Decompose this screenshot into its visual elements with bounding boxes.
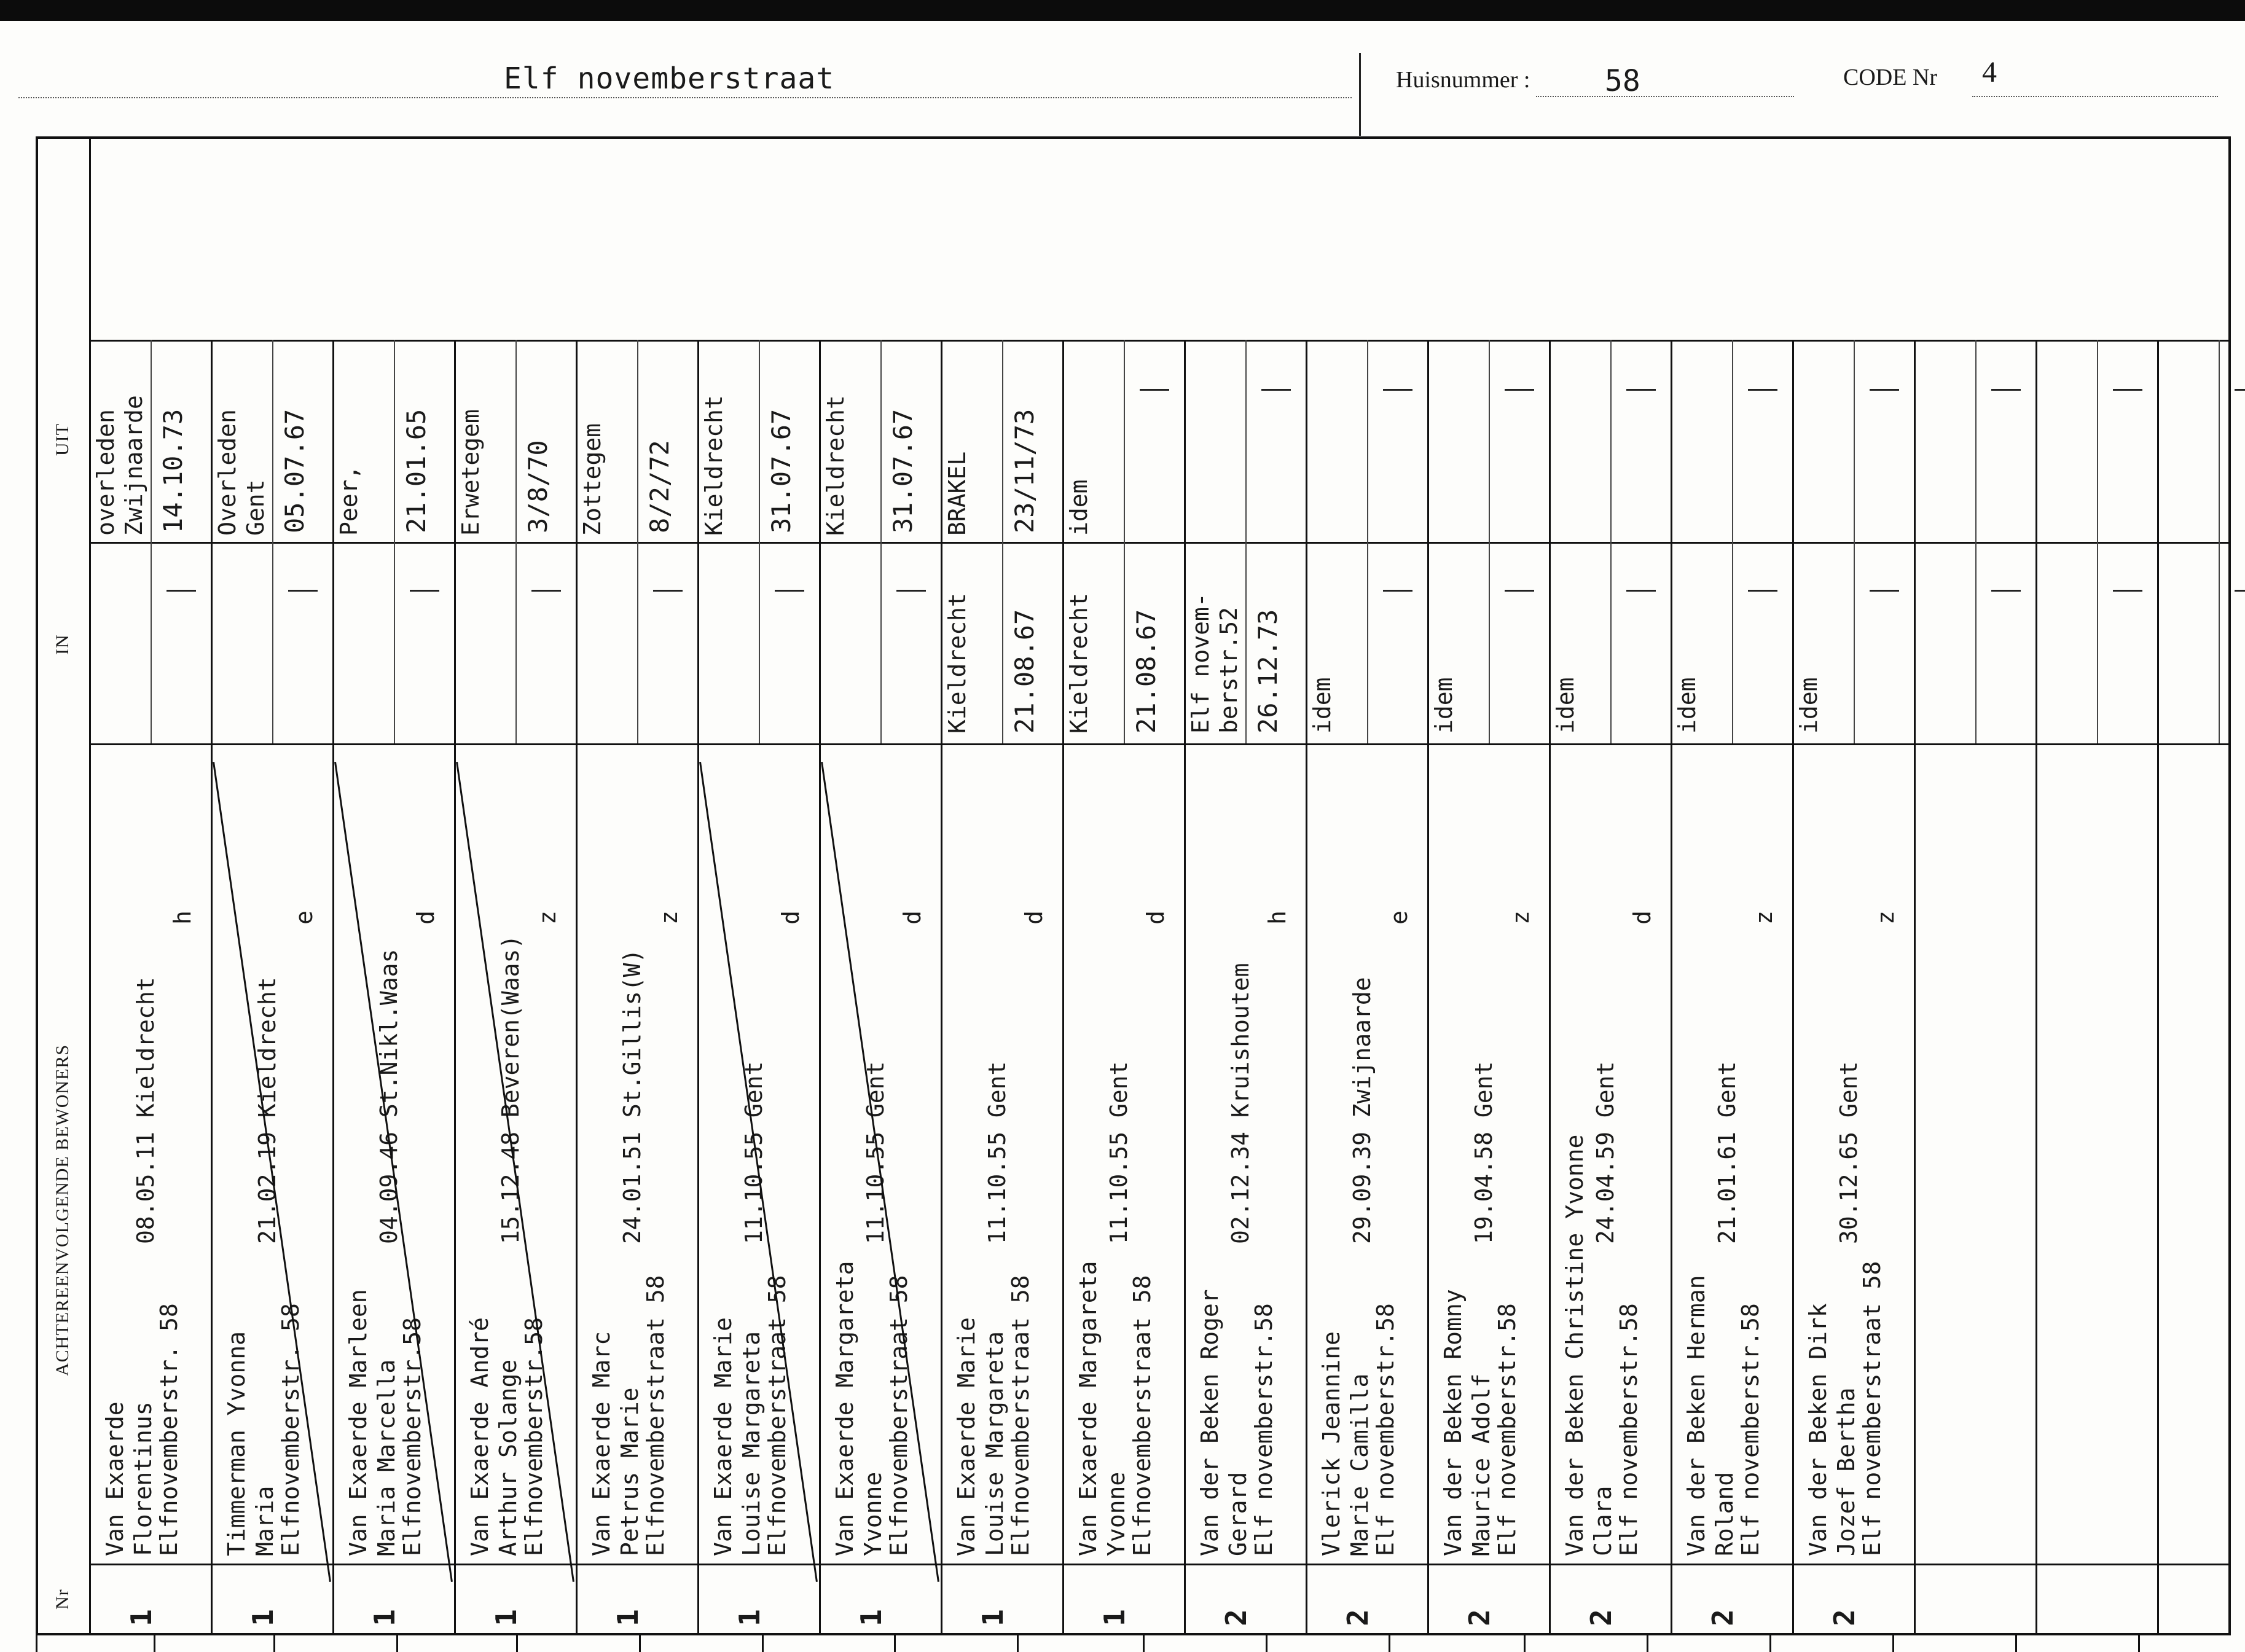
out-place: idem [1065,479,1092,536]
bottom-tick [273,1635,275,1652]
relation-code: e [1385,910,1412,925]
out-date: 23/11/73 [1009,409,1040,533]
resident-address: Elf novemberstr.58 [1494,1303,1521,1556]
resident-address: Elf novemberstr.58 [1250,1303,1277,1556]
house-number: 58 [1605,64,1640,98]
birth-date-place: 04.09.46 St.Nikl.Waas [375,949,402,1244]
empty-dash [1748,389,1777,391]
empty-dash [1383,389,1412,391]
empty-dash [775,590,804,592]
resident-name: Van Exaerde Marc Petrus Marie [588,1331,643,1556]
cell-sub-divider [272,340,273,743]
empty-dash [1261,389,1291,391]
out-date: 31.07.67 [766,409,796,533]
bottom-tick [1769,1635,1771,1652]
cell-sub-divider [759,340,760,743]
cell-sub-divider [1367,340,1368,743]
out-date: 3/8/70 [523,440,553,533]
relation-code: d [777,910,804,925]
relation-code: z [1750,910,1777,925]
col-label-out: UIT [52,423,72,456]
in-place: idem [1430,677,1457,734]
entry-nr: 2 [1220,1609,1253,1626]
empty-dash [1748,590,1777,592]
col-label-residents: ACHTEREENVOLGENDE BEWONERS [52,1044,72,1376]
cell-sub-divider [1610,340,1612,743]
relation-code: d [1142,910,1169,925]
empty-dash [1991,590,2021,592]
empty-dash [1626,389,1656,391]
col-label-in: IN [52,634,72,655]
empty-dash [2235,590,2245,592]
street-name: Elf novemberstraat [504,61,835,96]
birth-date-place: 15.12.48 Beveren(Waas) [497,934,524,1244]
column-divider [576,340,578,1633]
resident-name: Van der Beken Herman Roland [1683,1275,1738,1556]
entry-nr: 1 [490,1609,523,1626]
relation-code: z [1507,910,1534,925]
birth-date-place: 02.12.34 Kruishoutem [1227,963,1254,1244]
column-divider [1427,340,1429,1633]
column-divider [2157,340,2159,1633]
in-place: idem [1552,677,1579,734]
resident-address: Elf novemberstr.58 [1737,1303,1764,1556]
resident-address: Elfnovemberstraat 58 [1129,1275,1156,1556]
entry-nr: 1 [611,1609,645,1626]
birth-date-place: 24.01.51 St.Gillis(W) [619,949,646,1244]
empty-dash [1140,389,1169,391]
birth-date-place: 21.02.19 Kieldrecht [254,977,281,1244]
bottom-tick [154,1635,155,1652]
in-place: idem [1674,677,1701,734]
birth-date-place: 30.12.65 Gent [1835,1061,1862,1244]
relation-code: d [1021,910,1048,925]
birth-date-place: 29.09.39 Zwijnaarde [1349,977,1376,1244]
resident-name: Van Exaerde Marie Louise Margareta [710,1317,765,1556]
resident-address: Elfnovemberstraat 58 [764,1275,791,1556]
entry-nr: 1 [855,1609,888,1626]
nr-residents-divider [89,1564,2231,1565]
relation-code: z [656,910,683,925]
resident-address: Elfnovemberstr.58 [399,1317,426,1556]
resident-address: Elfnovemberstr. 58 [277,1303,304,1556]
resident-name: Van Exaerde Margareta Yvonne [1075,1261,1130,1556]
entry-nr: 2 [1341,1609,1374,1626]
cell-sub-divider [1002,340,1003,743]
column-divider [697,340,699,1633]
in-date: 21.08.67 [1131,609,1161,734]
entry-nr: 2 [1585,1609,1618,1626]
in-place: idem [1309,677,1336,734]
bottom-tick [2138,1635,2140,1652]
column-divider [819,340,821,1633]
out-date: 8/2/72 [645,440,675,533]
column-divider [454,340,456,1633]
relation-code: h [169,910,196,925]
empty-dash [1991,389,2021,391]
in-place: Kieldrecht [1065,593,1092,734]
resident-name: Van Exaerde André Arthur Solange [466,1317,522,1556]
empty-dash [1505,389,1534,391]
entry-nr: 1 [733,1609,766,1626]
bottom-tick [1266,1635,1267,1652]
in-date: 21.08.67 [1009,609,1040,734]
out-place: Kieldrecht [822,395,849,536]
out-date: 14.10.73 [158,409,188,533]
cell-sub-divider [394,340,395,743]
bottom-tick [1389,1635,1390,1652]
empty-dash [2113,590,2142,592]
resident-address: Elf novemberstraat 58 [1859,1261,1886,1556]
relation-code: e [291,910,318,925]
column-divider [1306,340,1307,1633]
bottom-tick [516,1635,518,1652]
in-place: Kieldrecht [944,593,971,734]
cell-sub-divider [2097,340,2098,743]
code-line [1972,96,2218,97]
cell-sub-divider [1489,340,1490,743]
resident-name: Van der Beken Christine Yvonne Clara [1561,1134,1616,1556]
column-divider [941,340,942,1633]
cell-sub-divider [151,340,152,743]
bottom-tick [2015,1635,2017,1652]
out-date: 05.07.67 [280,409,310,533]
out-place: Kieldrecht [700,395,727,536]
resident-name: Van der Beken Dirk Jozef Bertha [1804,1303,1860,1556]
empty-dash [896,590,926,592]
relation-code: d [899,910,926,925]
resident-address: Elf novemberstr.58 [1372,1303,1399,1556]
house-number-line [1536,96,1794,97]
birth-date-place: 11.10.55 Gent [984,1061,1011,1244]
birth-date-place: 11.10.55 Gent [1105,1061,1132,1244]
entry-nr: 1 [125,1609,158,1626]
empty-dash [1870,590,1899,592]
resident-name: Van Exaerde Florentinus [101,1401,157,1556]
entry-nr: 2 [1463,1609,1496,1626]
empty-dash [531,590,561,592]
column-divider [1549,340,1551,1633]
out-place: Zottegem [579,423,606,536]
resident-name: Van Exaerde Marie Louise Margareta [953,1317,1008,1556]
empty-dash [653,590,683,592]
bottom-tick [639,1635,641,1652]
cell-sub-divider [880,340,882,743]
out-top-line [89,340,2231,342]
cell-sub-divider [1245,340,1247,743]
empty-dash [1383,590,1412,592]
out-date: 31.07.67 [888,409,918,533]
in-date: 26.12.73 [1253,609,1283,734]
in-out-divider [89,542,2231,544]
relation-code: z [534,910,561,925]
empty-dash [2113,389,2142,391]
bottom-tick [894,1635,896,1652]
birth-date-place: 21.01.61 Gent [1714,1061,1741,1244]
top-edge-bar [0,0,2245,21]
relation-code: d [1629,910,1656,925]
entry-nr: 1 [368,1609,401,1626]
out-place: Peer, [335,465,362,536]
bottom-tick [1017,1635,1019,1652]
empty-dash [2235,389,2245,391]
bottom-tick [36,1635,37,1652]
cell-sub-divider [1975,340,1977,743]
relation-code: z [1872,910,1899,925]
out-place: overleden Zwijnaarde [92,395,147,536]
resident-name: Van der Beken Romny Maurice Adolf [1440,1289,1495,1556]
empty-dash [1870,389,1899,391]
birth-date-place: 11.10.55 Gent [740,1061,767,1244]
cell-sub-divider [1732,340,1733,743]
bottom-tick [1892,1635,1894,1652]
code-label: CODE Nr [1843,65,1938,90]
resident-name: Van Exaerde Margareta Yvonne [831,1261,887,1556]
in-place: idem [1795,677,1822,734]
column-divider [1792,340,1794,1633]
entry-nr: 1 [976,1609,1009,1626]
cell-sub-divider [2219,340,2220,743]
resident-name: Timmerman Yvonna Maria [223,1331,278,1556]
bottom-tick [396,1635,398,1652]
column-divider [211,340,213,1633]
in-place: Elf novem- berstr.52 [1187,593,1242,734]
column-divider [332,340,334,1633]
relation-code: h [1264,910,1291,925]
house-number-label: Huisnummer : [1396,67,1530,93]
cell-sub-divider [1124,340,1125,743]
resident-name: Vlerick Jeannine Marie Camilla [1318,1331,1373,1556]
birth-date-place: 19.04.58 Gent [1470,1061,1497,1244]
out-date: 21.01.65 [401,409,431,533]
resident-address: Elfnovemberstr. 58 [155,1303,182,1556]
entry-nr: 1 [246,1609,280,1626]
resident-address: Elfnovemberstraat 58 [885,1275,912,1556]
entry-nr: 2 [1828,1609,1861,1626]
bottom-tick [1524,1635,1526,1652]
out-place: Overleden Gent [214,409,269,536]
cell-sub-divider [1854,340,1855,743]
column-divider [1184,340,1186,1633]
cell-sub-divider [515,340,517,743]
resident-address: Elfnovemberstraat 58 [1007,1275,1034,1556]
street-underline [18,97,1352,98]
header-divider [1359,53,1361,136]
empty-dash [288,590,318,592]
code-number: 4 [1982,56,1997,88]
resident-address: Elf novemberstr.58 [1615,1303,1642,1556]
residents-in-divider [89,743,2231,745]
column-divider [1671,340,1672,1633]
column-divider [2035,340,2037,1633]
out-place: BRAKEL [944,451,971,536]
empty-dash [1626,590,1656,592]
empty-dash [410,590,439,592]
row-header-divider [89,136,91,1635]
birth-date-place: 24.04.59 Gent [1592,1061,1619,1244]
entry-nr: 1 [1098,1609,1131,1626]
bottom-tick [762,1635,764,1652]
resident-address: Elfnovemberstr.58 [520,1317,547,1556]
resident-name: Van Exaerde Marleen Maria Marcella [345,1289,400,1556]
empty-dash [1505,590,1534,592]
out-place: Erwetegem [457,409,484,536]
col-label-nr: Nr [52,1589,72,1610]
column-divider [1062,340,1064,1633]
resident-name: Van der Beken Roger Gerard [1196,1289,1252,1556]
empty-dash [167,590,196,592]
relation-code: d [412,910,439,925]
column-divider [1914,340,1916,1633]
resident-address: Elfnovemberstraat 58 [642,1275,669,1556]
birth-date-place: 11.10.55 Gent [862,1061,889,1244]
entry-nr: 2 [1706,1609,1739,1626]
birth-date-place: 08.05.11 Kieldrecht [132,977,159,1244]
cell-sub-divider [637,340,638,743]
bottom-tick [1647,1635,1648,1652]
bottom-tick [1143,1635,1145,1652]
